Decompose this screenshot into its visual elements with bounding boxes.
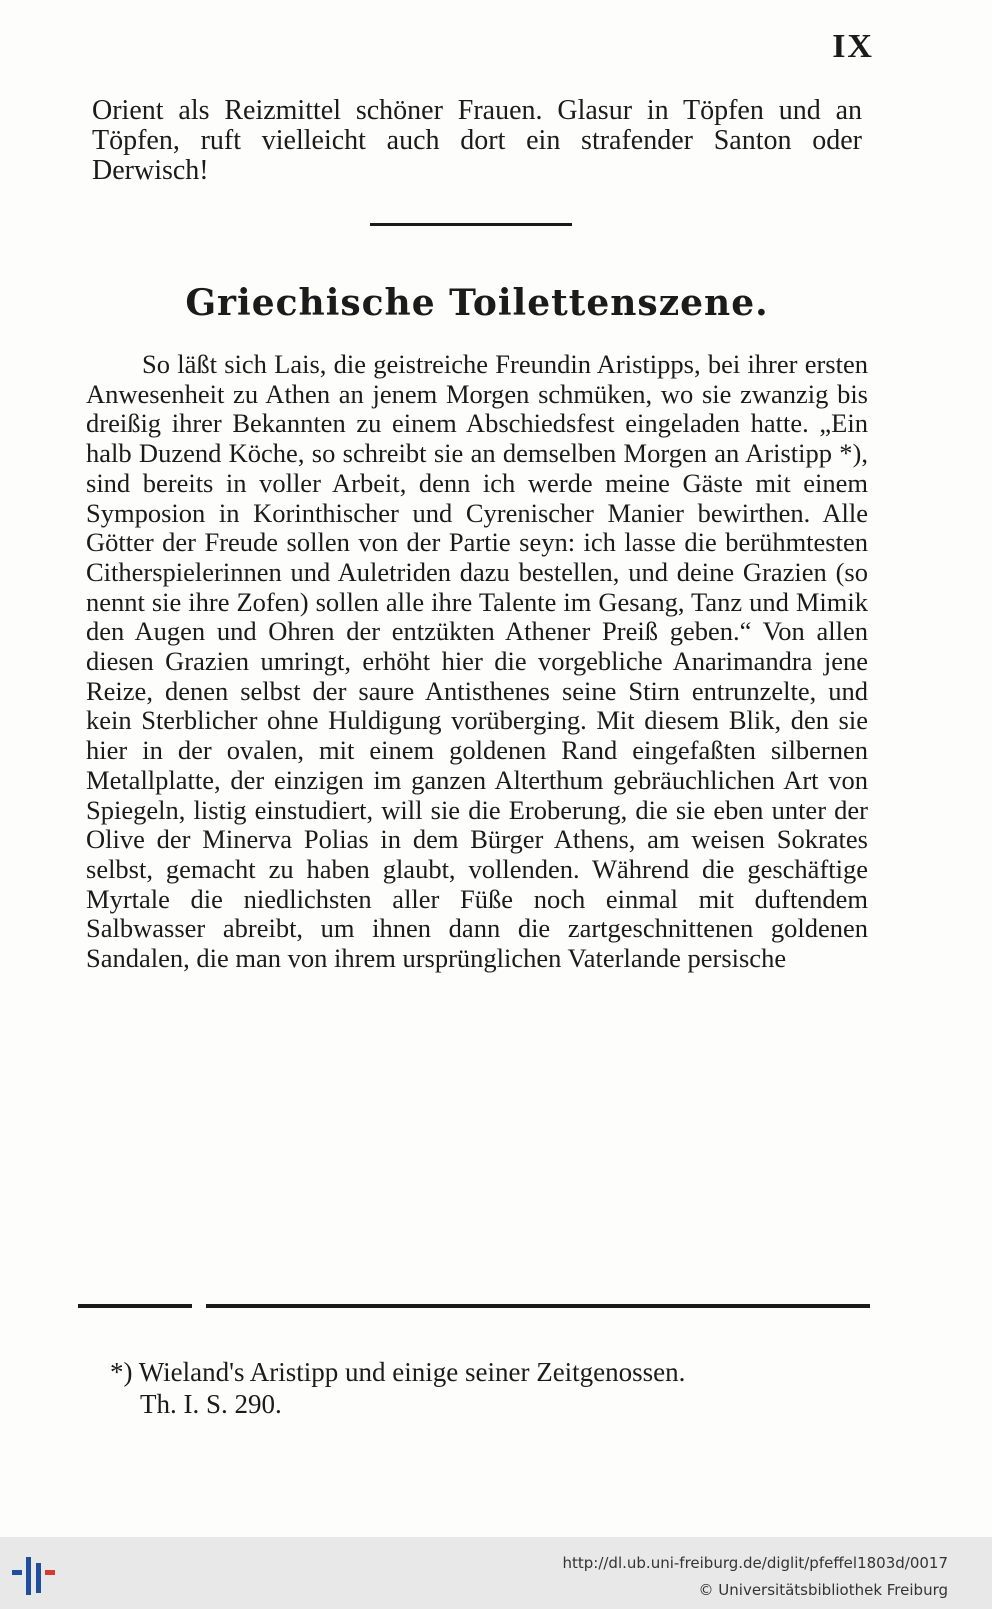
body-paragraph: So läßt sich Lais, die geistreiche Freundin Aristipps, bei ihrer ersten Anwesenheit zu Athen an jenem Morgen schmüken, wo sie zwanzig bis dreißig ihrer Bekannten zu einem Abschiedsfest eingeladen hatte. „Ein halb Duzend Köche, so schreibt sie an demselben Morgen an Aristipp *), sind bereits in voller Arbeit, denn ich werde meine Gäste mit einem Symposion in Korinthischer und Cyrenischer Manier bewirthen. Alle Götter der Freude sollen von der Partie seyn: ich lasse die berühmtesten Citherspielerinnen und Auletriden dazu bestellen, und deine Grazien (so nennt sie ihre Zofen) sollen alle ihre Talente im Gesang, Tanz und Mimik den Augen und Ohren der entzükten Athener Preiß geben.“ Von allen diesen Grazien umringt, erhöht hier die vorgebliche Anarimandra jene Reize, denen selbst der saure Antisthenes seine Stirn entrunzelte, und kein Sterblicher ohne Huldigung vorüberging. Mit diesem Blik, den sie hier in der ovalen, mit einem goldenen Rand eingefaßten silbernen Metallplatte, der einzigen im ganzen Alterthum gebräuchlichen Art von Spiegeln, listig einstudiert, will sie die Eroberung, die sie eben unter der Olive der Minerva Polias in dem Bürger Athens, am weisen Sokrates selbst, gemacht zu haben glaubt, vollenden. Während die geschäftige Myrtale die niedlichsten aller Füße noch einmal mit duftendem Salbwasser abreibt, um ihnen dann die zartgeschnittenen goldenen Sandalen, die man von ihrem ursprünglichen Vaterlande persische	[86, 350, 868, 974]
section-heading: Griechische Toilettenszene.	[185, 282, 769, 324]
page-number: IX	[832, 28, 874, 65]
footnote-separator-gap	[192, 1303, 206, 1309]
footnote-line-2: Th. I. S. 290.	[140, 1389, 282, 1419]
copyright-notice: © Universitätsbibliothek Freiburg	[698, 1581, 948, 1599]
footnote-line-1: *) Wieland's Aristipp und einige seiner Zeitgenossen.	[110, 1357, 686, 1387]
footnote	[110, 1356, 866, 1420]
section-divider	[370, 223, 572, 226]
permalink-url[interactable]: http://dl.ub.uni-freiburg.de/diglit/pfeffel1803d/0017	[562, 1554, 948, 1572]
ub-freiburg-logo-icon	[0, 1537, 70, 1609]
lead-paragraph: Orient als Reizmittel schöner Frauen. Glasur in Töpfen und an Töpfen, ruft vielleicht auch dort ein strafender Santon oder Derwisch!	[92, 95, 862, 186]
viewer-footer	[0, 1537, 992, 1609]
